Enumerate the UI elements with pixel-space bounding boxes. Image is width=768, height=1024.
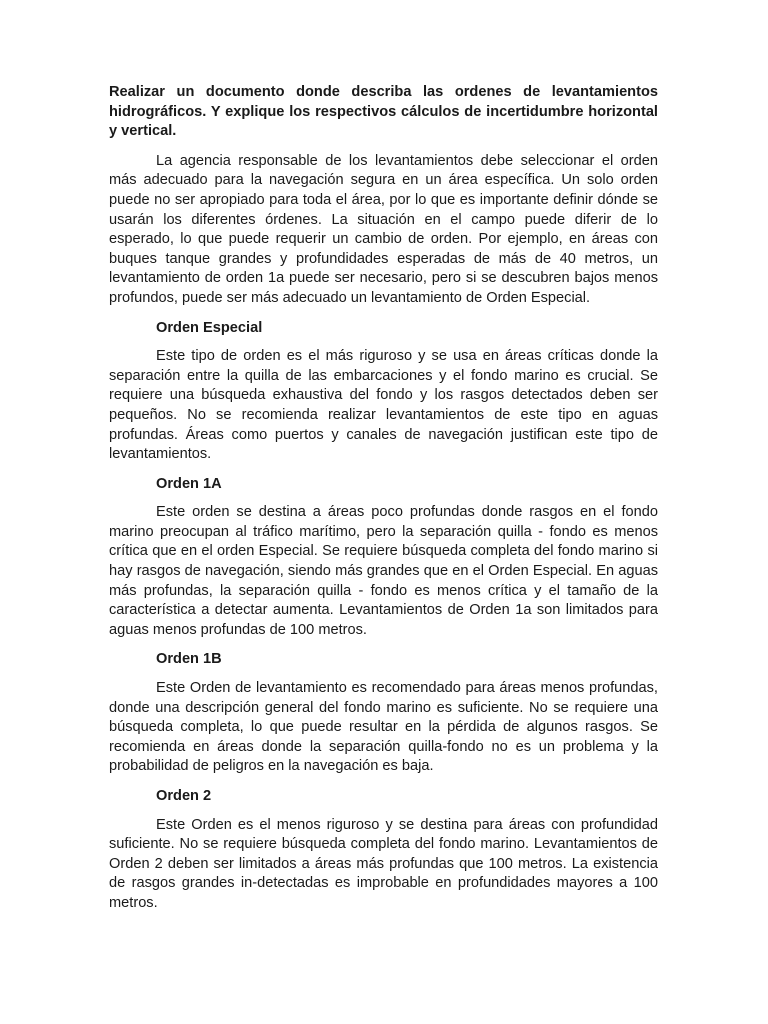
section-heading-orden-2: Orden 2	[156, 788, 212, 804]
intro-paragraph: La agencia responsable de los levantamientos debe seleccionar el orden más adecuado para la navegación segura en un área específica. Un solo orden puede no ser apropiado para toda el área, por lo que es importante definir dónde se usarán los diferentes órdenes. La situación en el campo puede diferir de lo esperado, lo que puede requerir un cambio de orden. Por ejemplo, en áreas con buques tanque grandes y profundidades esperadas de más de 40 metros, un levantamiento de orden 1a puede ser necesario, pero si se descubren bajos menos profundos, puede ser más adecuado un levantamiento de Orden Especial.	[109, 152, 658, 306]
document-title: Realizar un documento donde describa las ordenes de levantamientos hidrográficos. Y explique los respectivos cálculos de incertidumbre horizontal y vertical.	[109, 84, 658, 140]
section-heading-orden-1b: Orden 1B	[156, 651, 222, 668]
section-body-orden-2: Este Orden es el menos riguroso y se destina para áreas con profundidad suficiente. No se requiere búsqueda completa del fondo marino. Levantamientos de Orden 2 deben ser limitados a áreas más profundas que 100 metros. La existencia de rasgos grandes in-detectadas es improbable en profundidades mayores a 100 metros.	[109, 816, 658, 911]
section-body-orden-1a: Este orden se destina a áreas poco profundas donde rasgos en el fondo marino preocupan al tráfico marítimo, pero la separación quilla - fondo es menos crítica que en el orden Especial. Se requiere búsqueda completa del fondo marino si hay rasgos de navegación, siendo más grandes que en el Orden Especial. En aguas más profundas, la separación quilla - fondo es menos crítica y el tamaño de la característica a detectar aumenta. Levantamientos de Orden 1a son limitados para aguas menos profundas de 100 metros.	[109, 504, 658, 638]
section-heading-orden-1a: Orden 1A	[156, 475, 222, 492]
section-body-orden-1b: Este Orden de levantamiento es recomendado para áreas menos profundas, donde una descripción general del fondo marino es suficiente. No se requiere una búsqueda completa, lo que puede resultar en la pérdida de algunos rasgos. Se recomienda en áreas donde la separación quilla-fondo no es un problema y la probabilidad de peligros en la navegación es baja.	[109, 680, 658, 775]
section-body-orden-especial: Este tipo de orden es el más riguroso y se usa en áreas críticas donde la separación entre la quilla de las embarcaciones y el fondo marino es crucial. Se requiere una búsqueda exhaustiva del fondo y los rasgos detectados deben ser pequeños. No se recomienda realizar levantamientos de este tipo en aguas profundas. Áreas como puertos y canales de navegación justifican este tipo de levantamientos.	[109, 348, 658, 463]
document-page	[109, 83, 658, 924]
section-heading-orden-especial: Orden Especial	[156, 319, 263, 336]
